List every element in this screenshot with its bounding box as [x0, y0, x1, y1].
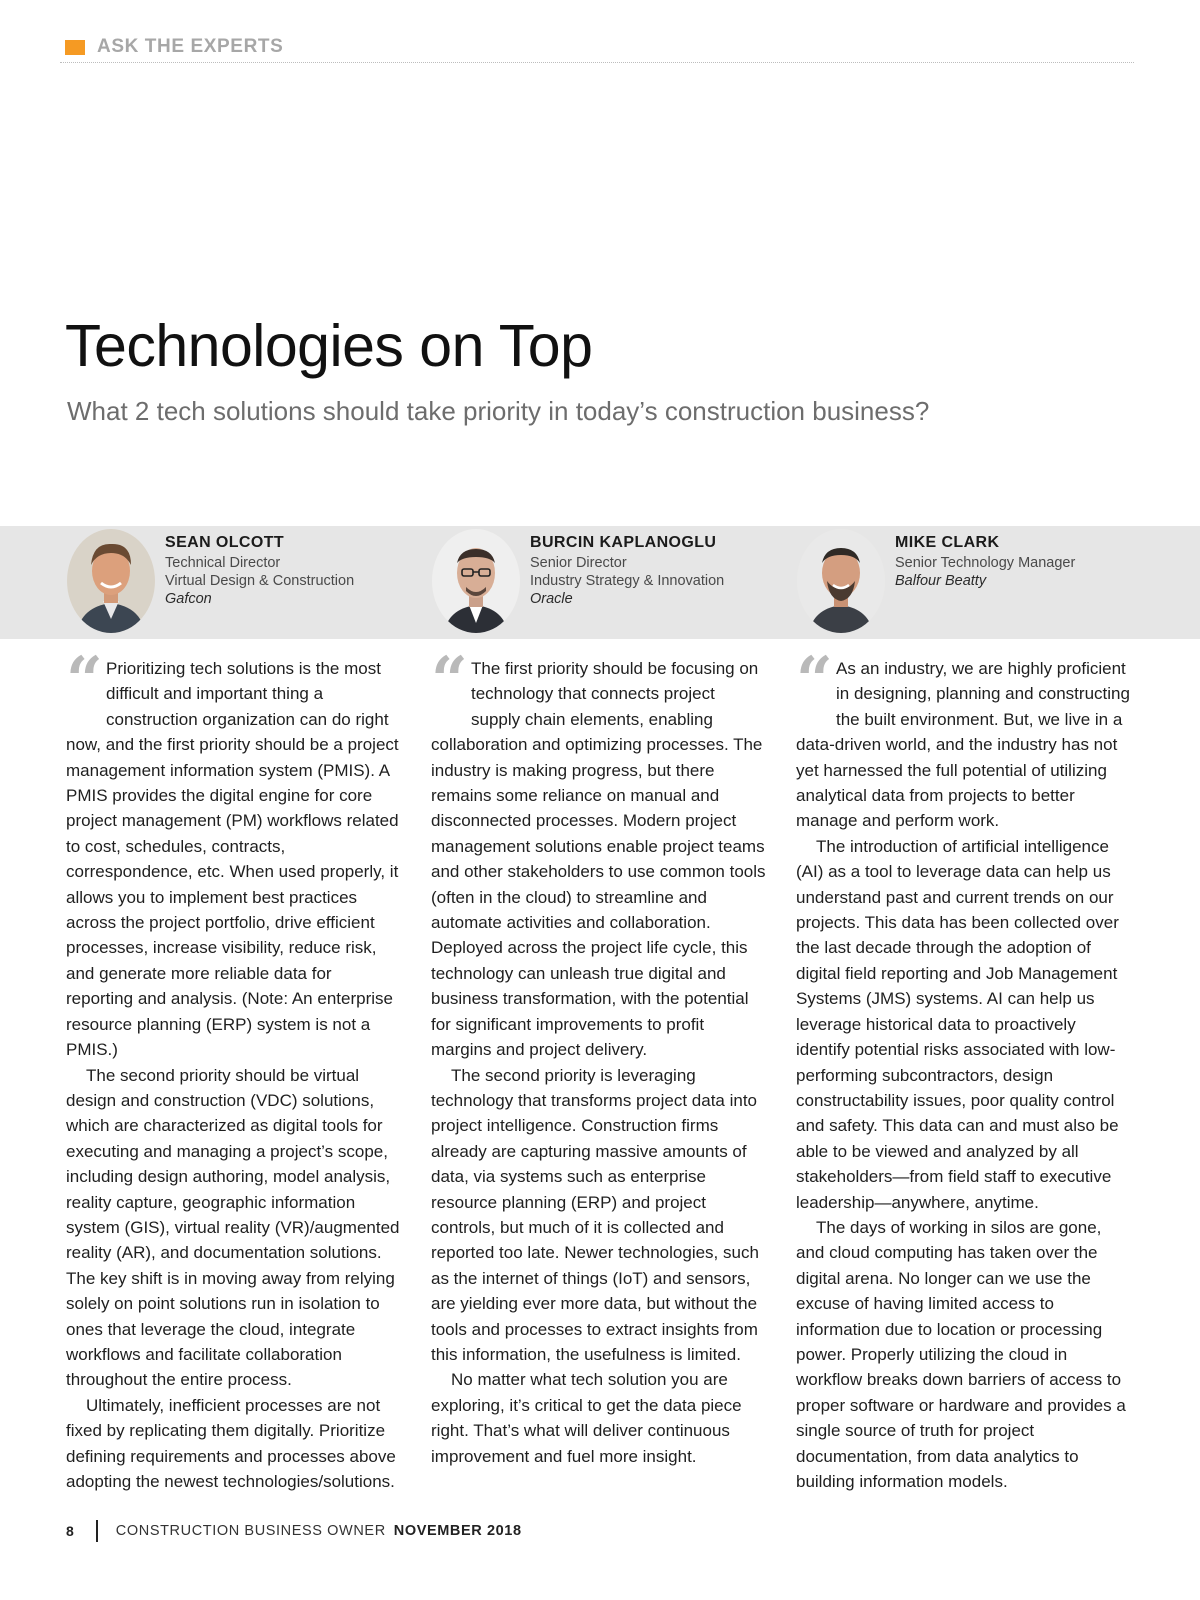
answer-paragraph: No matter what tech solution you are exploring, it’s critical to get the data piece right. That’s what will deliver continuous improvement and fuel more insight.	[431, 1370, 742, 1466]
answer-column-olcott	[66, 643, 402, 1494]
article-subtitle: What 2 tech solutions should take priority in today’s construction business?	[67, 396, 930, 426]
answer-paragraph: Ultimately, inefficient processes are not fixed by replicating them digitally. Prioritize defining requirements and processes above adopting the newest technologies/solutions.	[66, 1395, 396, 1491]
answer-column-clark	[796, 643, 1132, 1494]
expert-role: Technical Director	[165, 555, 281, 571]
answer-paragraph: Prioritizing tech solutions is the most difficult and important thing a construction organization can do right now, and the first priority should be a project management information system (PMIS). A PMIS provides the digital engine for core project management (PM) workflows related to cost, schedules, contracts, correspondence, etc. When used properly, it allows you to implement best practices across the project portfolio, drive efficient processes, increase visibility, reduce risk, and generate more reliable data for reporting and analysis. (Note: An enterprise resource planning (ERP) system is not a PMIS.)	[66, 659, 399, 1060]
answer-paragraph: The first priority should be focusing on technology that connects project supply chain elements, enabling collaboration and optimizing processes. The industry is making progress, but there remains some reliance on manual and disconnected processes. Modern project management solutions enable project teams and other stakeholders to use common tools (often in the cloud) to streamline and automate activities and collaboration. Deployed across the project life cycle, this technology can unleash true digital and business transformation, with the potential for significant improvements to profit margins and project delivery.	[431, 659, 766, 1060]
expert-department: Industry Strategy & Innovation	[530, 573, 725, 589]
section-tag	[65, 36, 283, 58]
answer-paragraph: The second priority should be virtual design and construction (VDC) solutions, which are characterized as digital tools for executing and managing a project’s scope, including design authoring, model analysis, reality capture, geographic information system (GIS), virtual reality (VR)/augmented reality (AR), and documentation solutions. The key shift is in moving away from relying solely on point solutions run in isolation to ones that leverage the cloud, integrate workflows and facilitate collaboration throughout the entire process.	[66, 1065, 400, 1390]
expert-role: Senior Director	[530, 555, 627, 571]
expert-company: Gafcon	[165, 591, 212, 607]
section-marker-icon	[65, 40, 85, 55]
page-footer	[66, 1520, 522, 1542]
answer-paragraph: As an industry, we are highly proficient in designing, planning and constructing the built environment. But, we live in a data-driven world, and the industry has not yet harnessed the full potential of utilizing analytical data from projects to better manage and perform work.	[796, 659, 1130, 831]
portrait-clark	[797, 529, 885, 633]
publication-name: CONSTRUCTION BUSINESS OWNER	[115, 1523, 386, 1539]
expert-company: Oracle	[530, 591, 573, 607]
answer-paragraph: The days of working in silos are gone, and cloud computing has taken over the digital arena. No longer can we use the excuse of having limited access to information due to location or processing power. Properly utilizing the cloud in workflow breaks down barriers of access to proper software or hardware and provides a single source of truth for project documentation, from data analytics to building information models.	[796, 1217, 1126, 1491]
issue-date: NOVEMBER 2018	[393, 1523, 522, 1539]
expert-name: BURCIN KAPLANOGLU	[530, 534, 717, 551]
open-quote-icon: “	[796, 643, 827, 718]
article-title: Technologies on Top	[65, 313, 593, 379]
expert-company: Balfour Beatty	[895, 573, 987, 589]
expert-name: SEAN OLCOTT	[165, 534, 285, 551]
avatar	[432, 529, 520, 633]
avatar	[797, 529, 885, 633]
open-quote-icon: “	[66, 643, 97, 718]
portrait-kaplanoglu	[432, 529, 520, 633]
footer-divider	[96, 1520, 98, 1542]
open-quote-icon: “	[431, 643, 462, 718]
expert-department: Virtual Design & Construction	[165, 573, 355, 589]
expert-name: MIKE CLARK	[895, 534, 1000, 551]
answer-paragraph: The introduction of artificial intelligence (AI) as a tool to leverage data can help us understand past and current trends on our projects. This data has been collected over the last decade through the adoption of digital field reporting and Job Management Systems (JMS) systems. AI can help us leverage historical data to proactively identify potential risks associated with low-performing subcontractors, design constructability issues, poor quality control and safety. This data can and must also be able to be viewed and analyzed by all stakeholders—from field staff to executive leadership—anywhere, anytime.	[796, 836, 1119, 1212]
header-divider	[60, 62, 1134, 63]
section-label: ASK THE EXPERTS	[97, 36, 284, 57]
experts-band	[0, 526, 1200, 639]
page-number: 8	[66, 1523, 74, 1539]
answer-column-kaplanoglu	[431, 643, 767, 1469]
expert-role: Senior Technology Manager	[895, 555, 1076, 571]
answer-paragraph: The second priority is leveraging technology that transforms project data into project intelligence. Construction firms already are capturing massive amounts of data, via systems such as enterprise resource planning (ERP) and project controls, but much of it is collected and reported too late. Newer technologies, such as the internet of things (IoT) and sensors, are yielding ever more data, but without the tools and processes to extract insights from this information, the usefulness is limited.	[431, 1065, 759, 1364]
avatar	[67, 529, 155, 633]
portrait-olcott	[67, 529, 155, 633]
